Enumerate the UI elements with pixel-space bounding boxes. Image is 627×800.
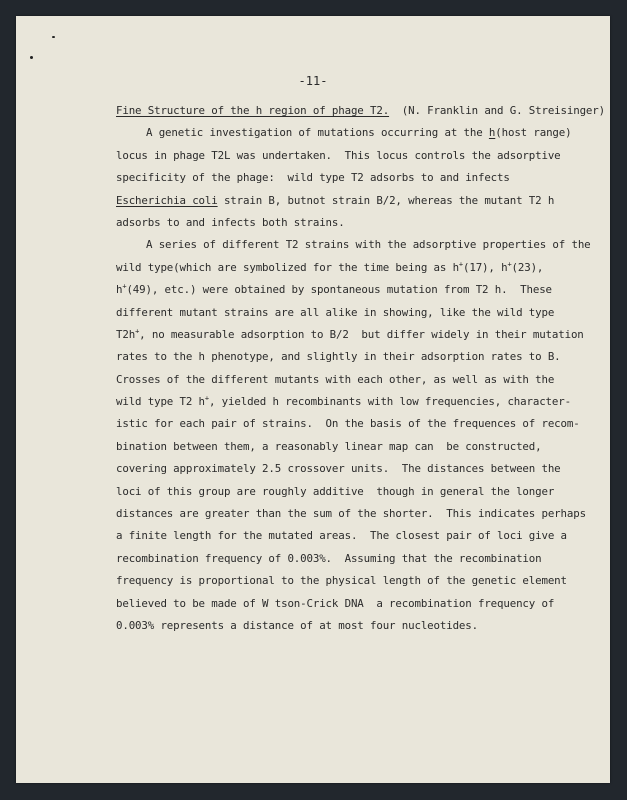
text-line: specificity of the phage: wild type T2 adsorbs to and infects: [116, 171, 510, 185]
text-line: Escherichia coli strain B, butnot strain B/2, whereas the mutant T2 h: [116, 193, 555, 207]
text-line: different mutant strains are all alike in showing, like the wild type: [116, 305, 555, 319]
body-text: [116, 100, 605, 637]
text-line: A genetic investigation of mutations occurring at the h(host range): [146, 126, 572, 140]
text-line: covering approximately 2.5 crossover units. The distances between the: [116, 462, 561, 476]
species-name: Escherichia coli: [116, 193, 218, 207]
text-line: loci of this group are roughly additive though in general the longer: [116, 484, 555, 498]
text-line: distances are greater than the sum of the shorter. This indicates perhaps: [116, 507, 586, 521]
text-line: a finite length for the mutated areas. The closest pair of loci give a: [116, 529, 567, 543]
heading-title: Fine Structure of the h region of phage T2.: [116, 104, 390, 117]
text-line: Crosses of the different mutants with each other, as well as with the: [116, 372, 555, 386]
text-line: A series of different T2 strains with the adsorptive properties of the: [146, 238, 591, 252]
text-line: recombination frequency of 0.003%. Assuming that the recombination: [116, 551, 542, 565]
text-line: bination between them, a reasonably linear map can be constructed,: [116, 439, 542, 453]
text-line: adsorbs to and infects both strains.: [116, 215, 345, 229]
text-line: frequency is proportional to the physical length of the genetic element: [116, 574, 567, 588]
text-line: istic for each pair of strains. On the basis of the frequences of recom-: [116, 417, 580, 431]
text-line: 0.003% represents a distance of at most four nucleotides.: [116, 618, 478, 632]
ink-speck: [30, 56, 33, 59]
text-line: wild type T2 h+, yielded h recombinants with low frequencies, character-: [116, 394, 571, 409]
text-line: wild type(which are symbolized for the time being as h+(17), h+(23),: [116, 260, 544, 274]
ink-speck: [52, 36, 55, 38]
document-page: [16, 16, 610, 783]
heading: [116, 100, 605, 122]
text-line: believed to be made of W tson-Crick DNA a recombination frequency of: [116, 596, 555, 610]
heading-authors: (N. Franklin and G. Streisinger): [401, 104, 605, 117]
text-line: locus in phage T2L was undertaken. This locus controls the adsorptive: [116, 148, 561, 162]
text-line: rates to the h phenotype, and slightly in their adsorption rates to B.: [116, 350, 561, 364]
page-number: -11-: [298, 74, 328, 88]
text-line: T2h+, no measurable adsorption to B/2 but differ widely in their mutation: [116, 327, 584, 341]
text-line: h+(49), etc.) were obtained by spontaneous mutation from T2 h. These: [116, 282, 552, 297]
